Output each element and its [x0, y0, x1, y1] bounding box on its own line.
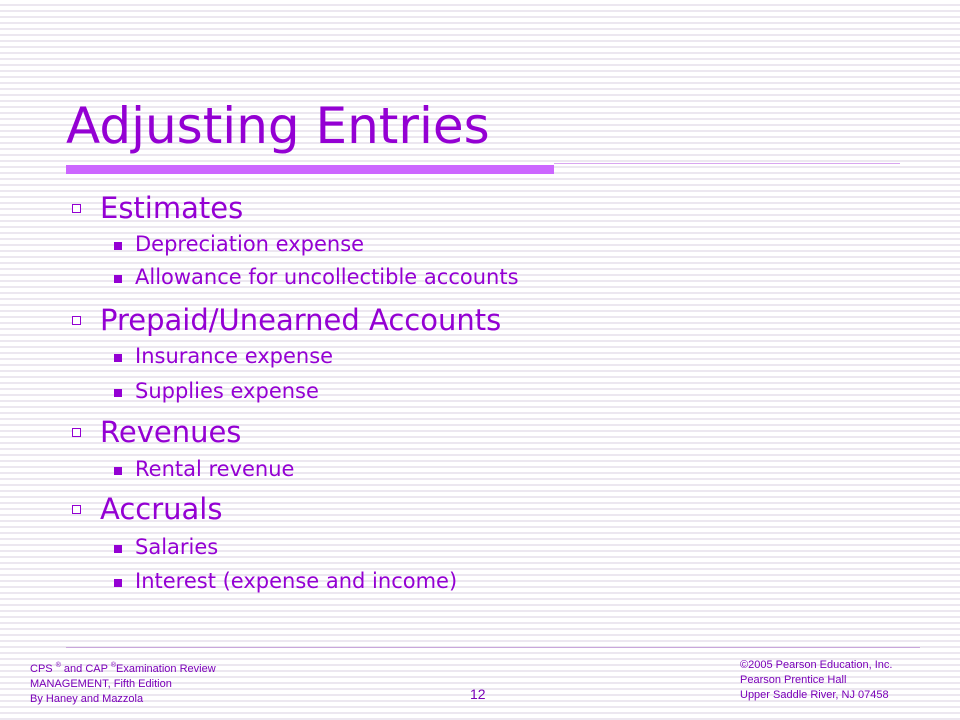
footer-left-line2: MANAGEMENT, Fifth Edition [30, 678, 172, 690]
filled-square-bullet-icon [114, 579, 122, 587]
bullet-item: Insurance expense [135, 344, 334, 368]
bullet-item: Interest (expense and income) [135, 569, 458, 593]
bullet-item: Rental revenue [135, 457, 295, 481]
filled-square-bullet-icon [114, 242, 122, 250]
hollow-square-bullet-icon [72, 428, 81, 437]
footer-left-line3: By Haney and Mazzola [30, 693, 144, 705]
footer-right-line1: ©2005 Pearson Education, Inc. [740, 659, 893, 671]
filled-square-bullet-icon [114, 389, 122, 397]
filled-square-bullet-icon [114, 467, 122, 475]
page-number: 12 [470, 686, 486, 702]
title-underline-thick [66, 165, 554, 174]
filled-square-bullet-icon [114, 275, 122, 283]
footer-right-line3: Upper Saddle River, NJ 07458 [740, 689, 889, 701]
bullet-item: Salaries [135, 535, 219, 559]
hollow-square-bullet-icon [72, 505, 81, 514]
slide-title: Adjusting Entries [66, 97, 490, 155]
footer-left-line1: CPS ® and CAP ®Examination Review [30, 662, 216, 675]
footer-right-copyright [740, 658, 892, 703]
footer-left-credit [30, 658, 216, 707]
bullet-item: Supplies expense [135, 379, 319, 403]
filled-square-bullet-icon [114, 354, 122, 362]
bullet-heading-accruals: Accruals [100, 492, 223, 526]
bullet-heading-prepaid-unearned: Prepaid/Unearned Accounts [100, 303, 502, 337]
hollow-square-bullet-icon [72, 316, 81, 325]
hollow-square-bullet-icon [72, 204, 81, 213]
footer-divider [66, 647, 920, 648]
title-underline-thin [554, 163, 900, 164]
bullet-item: Depreciation expense [135, 232, 365, 256]
bullet-item: Allowance for uncollectible accounts [135, 265, 519, 289]
filled-square-bullet-icon [114, 545, 122, 553]
bullet-heading-estimates: Estimates [100, 191, 244, 225]
footer-right-line2: Pearson Prentice Hall [740, 674, 847, 686]
bullet-heading-revenues: Revenues [100, 415, 242, 449]
